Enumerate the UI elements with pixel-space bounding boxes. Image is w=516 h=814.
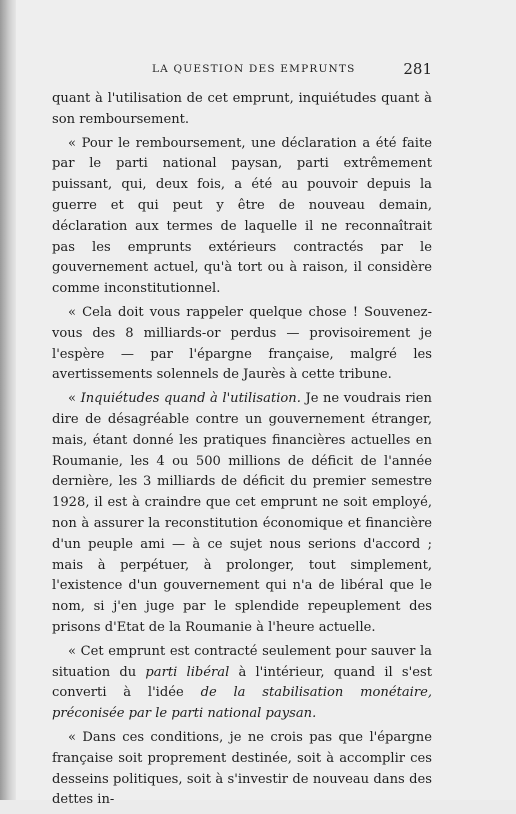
text-run: « Cela doit vous rappeler quelque chose ! Souvenez-vous des 8 milliards-or perdus — provisoirement je l'espère — par l'épargne française, malgré les avertissements solennels de Jaurès à cette tribune. <box>52 304 432 383</box>
italic-text: Inquiétudes quand à l'utilisation. <box>80 391 301 407</box>
running-title: LA QUESTION DES EMPRUNTS <box>152 63 356 75</box>
body-text <box>52 89 432 814</box>
text-run: Je ne voudrais rien dire de désagréable contre un gouvernement étranger, mais, étant donné les pratiques financières actuelles en Roumanie, les 4 ou 500 millions de déficit de l'année dernière, les 3 milliards de déficit du premier semestre 1928, il est à craindre que cet emprunt ne soit employé, non à assurer la reconstitution économique et financière d'un peuple ami — à ce sujet nous serions d'accord ; mais à perpétuer, à prolonger, tout simplement, l'existence d'un gouvernement qui n'a de libéral que le nom, si j'en juge par le splendide repeuplement des prisons d'Etat de la Roumanie à l'heure actuelle. <box>52 391 432 635</box>
paragraph <box>52 89 432 131</box>
text-run: « Cet emprunt est contracté seulement pour sauver la situation du <box>52 643 432 680</box>
paragraph <box>52 642 432 725</box>
paragraph <box>52 134 432 300</box>
text-run: « Pour le remboursement, une déclaration a été faite par le parti national paysan, parti extrêmement puissant, qui, deux fois, a été au pouvoir depuis la guerre et qui peut y être de nouveau demain, déclaration aux termes de laquelle il ne reconnaîtrait pas les emprunts extérieurs contractés par le gouvernement actuel, qu'à tort ou à raison, il considère comme inconstitutionnel. <box>52 135 432 297</box>
paragraph <box>52 728 432 811</box>
paragraph <box>52 389 432 639</box>
text-run: à l'intérieur, quand il s'est converti à l'idée <box>52 664 432 701</box>
text-run: quant à l'utilisation de cet emprunt, inquiétudes quant à son remboursement. <box>52 91 432 127</box>
text-run: « <box>68 391 81 407</box>
italic-text: parti libéral <box>145 664 230 680</box>
text-run: « Dans ces conditions, je ne crois pas que l'épargne française soit proprement destinée, soit à accomplir ces desseins politiques, soit à s'investir de nouveau dans des dettes in- <box>52 729 432 808</box>
book-gutter-shadow <box>0 0 16 800</box>
page-number: 281 <box>403 60 432 78</box>
italic-text: de la stabilisation monétaire, préconisée par le parti national paysan. <box>52 685 433 722</box>
paragraph <box>52 303 432 386</box>
page-header <box>52 60 432 80</box>
